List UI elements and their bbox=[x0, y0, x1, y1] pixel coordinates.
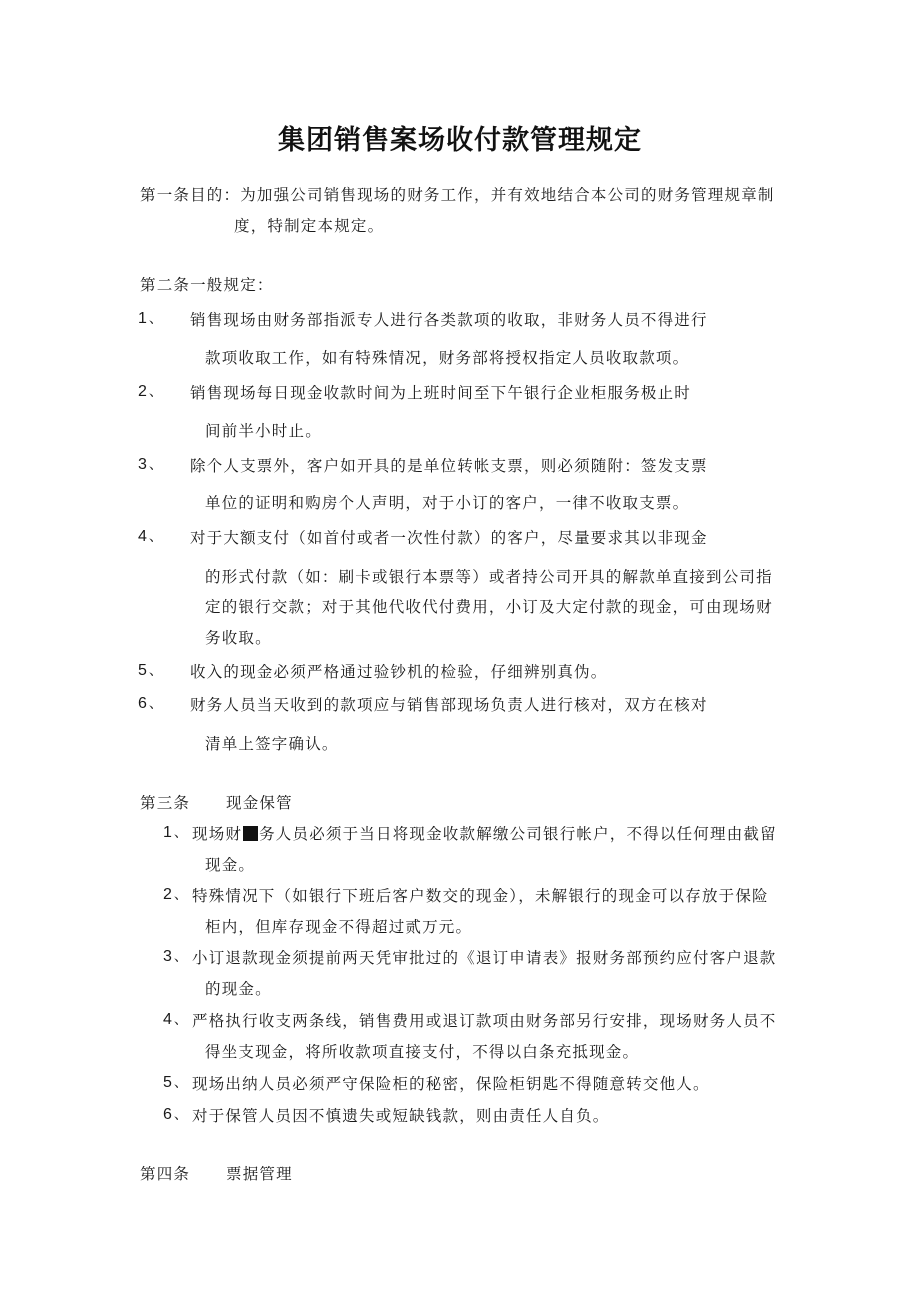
list-item-text: 柜内，但库存现金不得超过贰万元。 bbox=[205, 918, 473, 936]
list-item-text: 严格执行收支两条线，销售费用或退订款项由财务部另行安排，现场财务人员不 bbox=[192, 1012, 777, 1030]
redaction-block bbox=[243, 826, 258, 841]
list-item-text: 对于大额支付（如首付或者一次性付款）的客户，尽量要求其以非现金 bbox=[190, 529, 708, 547]
list-item-text: 款项收取工作，如有特殊情况，财务部将授权指定人员收取款项。 bbox=[205, 349, 690, 367]
list-number: 5 、 bbox=[163, 1074, 188, 1091]
list-item-text: 现场出纳人员必须严守保险柜的秘密，保险柜钥匙不得随意转交他人。 bbox=[192, 1075, 710, 1093]
article3-label: 第三条 bbox=[140, 794, 191, 812]
article3-heading: 现金保管 bbox=[226, 794, 293, 812]
list-number: 5 、 bbox=[138, 662, 163, 679]
list-item-text: 间前半小时止。 bbox=[205, 422, 322, 440]
list-number: 1 、 bbox=[163, 824, 188, 841]
list-item-text: 得坐支现金，将所收款项直接支付，不得以白条充抵现金。 bbox=[205, 1043, 640, 1061]
list-number: 2 、 bbox=[163, 886, 188, 903]
list-item-text: 除个人支票外，客户如开具的是单位转帐支票，则必须随附：签发支票 bbox=[190, 457, 708, 475]
list-number: 4 、 bbox=[138, 528, 163, 545]
list-item-text: 清单上签字确认。 bbox=[205, 735, 339, 753]
article2-heading: 第二条一般规定： bbox=[140, 276, 274, 294]
list-item-text: 现金。 bbox=[205, 856, 256, 874]
list-item-text: 定的银行交款；对于其他代收代付费用，小订及大定付款的现金，可由现场财 bbox=[205, 598, 773, 616]
list-item-text: 单位的证明和购房个人声明，对于小订的客户，一律不收取支票。 bbox=[205, 494, 690, 512]
list-item-text: 特殊情况下（如银行下班后客户数交的现金），未解银行的现金可以存放于保险 bbox=[192, 887, 769, 905]
list-item-text: 收入的现金必须严格通过验钞机的检验，仔细辨别真伪。 bbox=[190, 663, 608, 681]
list-item-text: 小订退款现金须提前两天凭审批过的《退订申请表》报财务部预约应付客户退款 bbox=[192, 949, 777, 967]
list-item-text: 对于保管人员因不慎遗失或短缺钱款，则由责任人自负。 bbox=[192, 1107, 610, 1125]
list-number: 4 、 bbox=[163, 1011, 188, 1028]
document-title: 集团销售案场收付款管理规定 bbox=[278, 125, 642, 156]
list-item-text: 财务人员当天收到的款项应与销售部现场负责人进行核对，双方在核对 bbox=[190, 696, 708, 714]
list-item-text: 现场财 务人员必须于当日将现金收款解缴公司银行帐户，不得以任何理由截留 bbox=[192, 825, 777, 843]
article4-label: 第四条 bbox=[140, 1165, 191, 1183]
article1-line2: 度，特制定本规定。 bbox=[234, 217, 385, 235]
list-number: 3 、 bbox=[163, 948, 188, 965]
article1-line1: 第一条目的：为加强公司销售现场的财务工作，并有效地结合本公司的财务管理规章制 bbox=[140, 186, 775, 204]
list-item-text: 的形式付款（如：刷卡或银行本票等）或者持公司开具的解款单直接到公司指 bbox=[205, 568, 773, 586]
list-number: 6 、 bbox=[138, 695, 163, 712]
list-item-text: 的现金。 bbox=[205, 980, 272, 998]
list-number: 6 、 bbox=[163, 1106, 188, 1123]
list-number: 2 、 bbox=[138, 383, 163, 400]
list-item-text: 务收取。 bbox=[205, 629, 272, 647]
article4-heading: 票据管理 bbox=[226, 1165, 293, 1183]
list-number: 1 、 bbox=[138, 310, 163, 327]
list-item-text: 销售现场每日现金收款时间为上班时间至下午银行企业柜服务极止时 bbox=[190, 384, 692, 402]
list-number: 3 、 bbox=[138, 456, 163, 473]
list-item-text: 销售现场由财务部指派专人进行各类款项的收取，非财务人员不得进行 bbox=[190, 311, 708, 329]
